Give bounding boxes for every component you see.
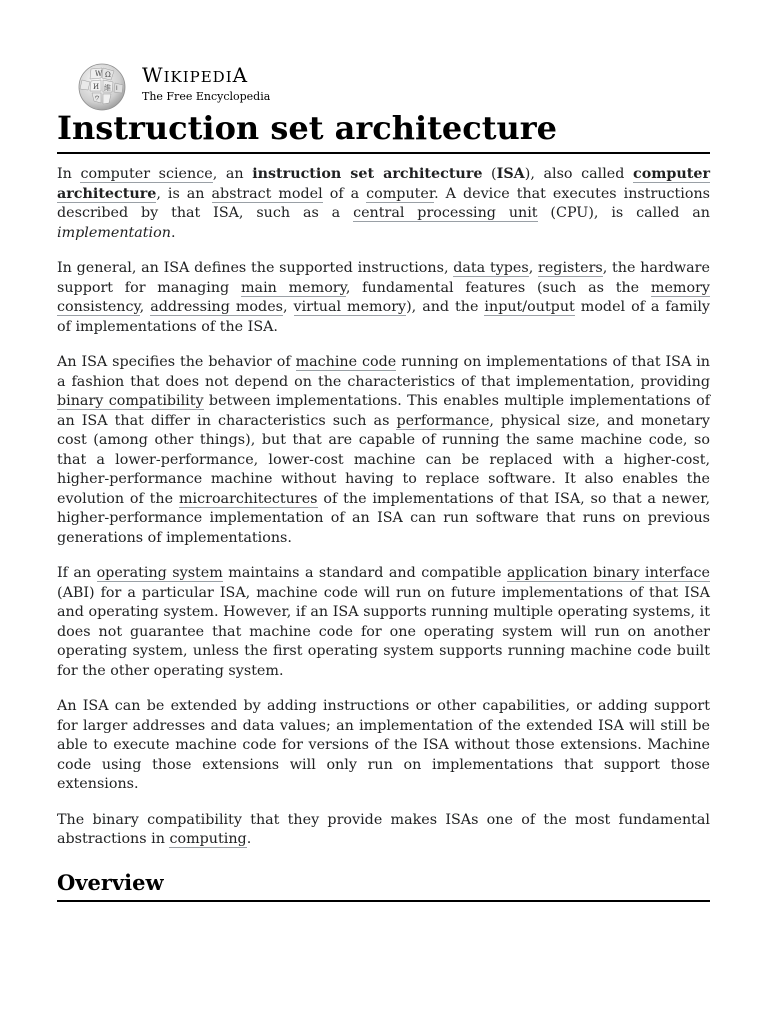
link-microarchitectures[interactable]: microarchitectures: [178, 490, 318, 507]
globe-glyph: Ω: [105, 71, 111, 79]
globe-glyph: ウ: [94, 95, 101, 102]
link-binary-compatibility[interactable]: binary compatibility: [57, 393, 204, 409]
link-performance[interactable]: performance: [396, 412, 490, 429]
globe-glyph: W: [95, 70, 103, 78]
link-memory-consistency[interactable]: memory consistency: [57, 279, 710, 315]
section-heading-overview: Overview: [57, 868, 710, 902]
link-computer-architecture[interactable]: computer architecture: [57, 166, 711, 202]
link-virtual-memory[interactable]: virtual memory: [293, 299, 407, 315]
wikipedia-wordmark: WIKIPEDIA: [142, 63, 249, 87]
globe-glyph: ا: [116, 85, 118, 92]
paragraph-6: The binary compatibility that they provide makes ISAs one of the most fundamental abstractions in computing.: [57, 811, 710, 847]
paragraph-2: In general, an ISA defines the supported instructions, data types, registers, the hardware support for managing main memory, fundamental features (such as the memory consistency, addressing modes, virtual memory), and the input/output model of a family of implementations of the ISA.: [57, 260, 711, 335]
link-computer-science[interactable]: computer science: [80, 166, 213, 182]
wikipedia-tagline: The Free Encyclopedia: [142, 90, 271, 103]
link-operating-system[interactable]: operating system: [96, 565, 223, 581]
link-central-processing-unit[interactable]: central processing unit: [353, 205, 538, 221]
paragraph-5: An ISA can be extended by adding instructions or other capabilities, or adding support for larger addresses and data values; an implementation of the extended ISA will still be able to execute machine code for versions of the ISA without those extensions. Machine code using those extensions will only run on implementations that support those extensions.: [57, 698, 710, 792]
link-computer[interactable]: computer: [366, 185, 435, 202]
page-title: Instruction set architecture: [57, 106, 710, 154]
link-addressing-modes[interactable]: addressing modes: [150, 299, 283, 315]
link-registers[interactable]: registers: [538, 260, 603, 276]
link-application-binary-interface[interactable]: application binary interface: [507, 565, 711, 581]
paragraph-4: If an operating system maintains a standard and compatible application binary interface (ABI) for a particular ISA, machine code will run on future implementations of that ISA and operating system. However, if an ISA supports running multiple operating systems, it does not guarantee that machine code for one operating system will run on another operating system, unless the first operating system supports running machine code built for the other operating system.: [57, 565, 711, 679]
link-abstract-model[interactable]: abstract model: [211, 185, 323, 202]
term-isa-name: instruction set architecture: [252, 166, 483, 182]
term-isa-abbrev: ISA: [496, 166, 525, 182]
paragraph-3: An ISA specifies the behavior of machine code running on implementations of that ISA in a fashion that does not depend on the characteristics of that implementation, providing binary compatibility between implementations. This enables multiple implementations of an ISA that differ in characteristics such as performance, physical size, and monetary cost (among other things), but that are capable of running the same machine code, so that a lower-performance, lower-cost machine can be replaced with a higher-cost, higher-performance machine without having to replace software. It also enables the evolution of the microarchitectures of the implementations of that ISA, so that a newer, higher-performance implementation of an ISA can run software that runs on previous generations of implementations.: [57, 354, 711, 546]
link-input-output[interactable]: input/output: [484, 299, 575, 315]
paragraph-1: In computer science, an instruction set architecture (ISA), also called computer architecture, is an abstract model of a computer. A device that executes instructions described by that ISA, such as a central processing unit (CPU), is called an implementation.: [57, 166, 711, 241]
link-machine-code[interactable]: machine code: [295, 354, 397, 370]
globe-glyph: И: [93, 83, 100, 91]
globe-glyph: 維: [104, 84, 111, 92]
wikipedia-globe-logo[interactable]: [74, 60, 130, 112]
brand-text: [142, 64, 270, 104]
link-computing[interactable]: computing: [169, 831, 247, 847]
link-data-types[interactable]: data types: [453, 260, 529, 276]
term-implementation: implementation: [57, 224, 171, 241]
link-main-memory[interactable]: main memory: [240, 279, 346, 296]
article-body: [57, 165, 710, 866]
